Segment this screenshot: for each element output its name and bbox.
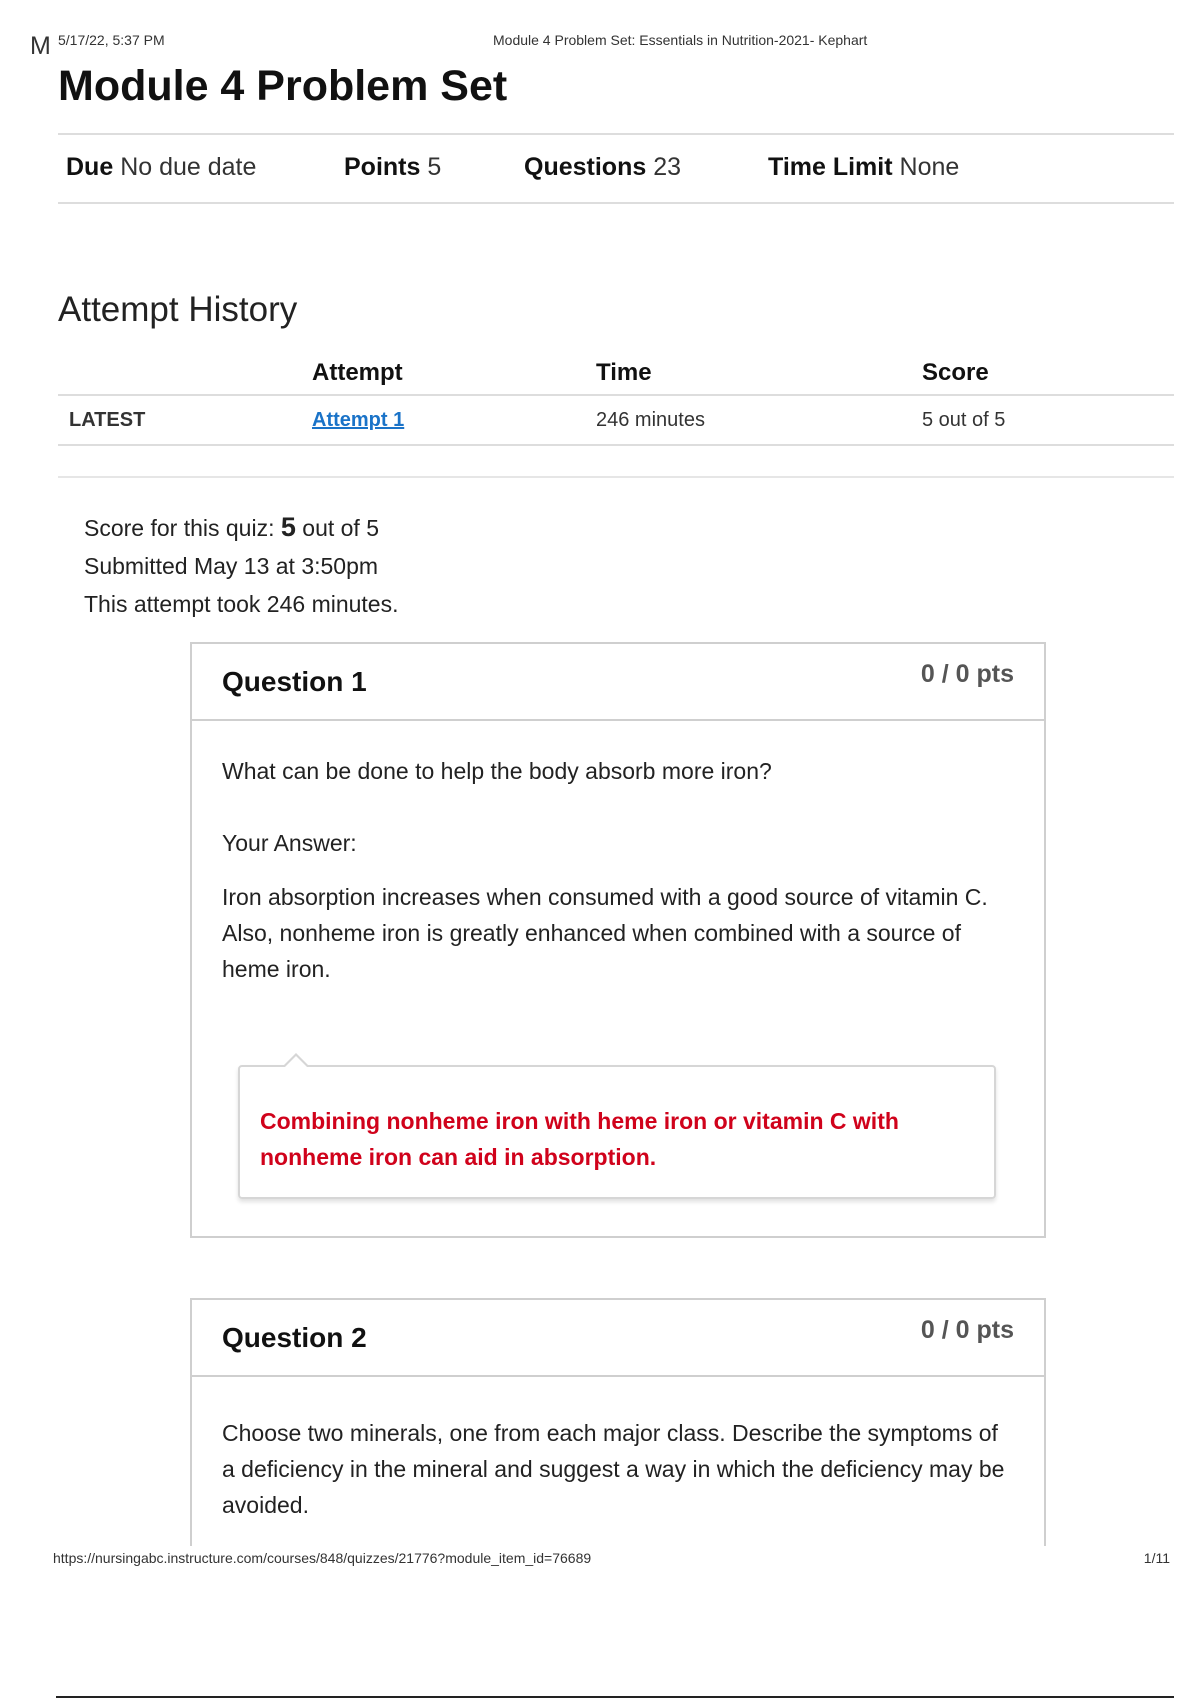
quiz-meta-bar bbox=[58, 133, 1174, 204]
attempt-score: 5 out of 5 bbox=[922, 408, 1006, 431]
quiz-summary bbox=[84, 508, 399, 623]
print-header-letter: M bbox=[30, 32, 51, 60]
attempt-status: LATEST bbox=[69, 408, 146, 431]
meta-time-limit-label: Time Limit bbox=[768, 153, 893, 181]
attempt-link[interactable]: Attempt 1 bbox=[312, 408, 405, 431]
footer-url: https://nursingabc.instructure.com/courses/848/quizzes/21776?module_item_id=76689 bbox=[53, 1550, 592, 1566]
feedback-text: Combining nonheme iron with heme iron or vitamin C with nonheme iron can aid in absorption. bbox=[260, 1108, 899, 1170]
question-header bbox=[192, 644, 1044, 721]
page-title: Module 4 Problem Set bbox=[58, 62, 508, 110]
feedback-box bbox=[238, 1065, 996, 1199]
submitted-line: Submitted May 13 at 3:50pm bbox=[84, 553, 379, 579]
bottom-rule bbox=[56, 1696, 1174, 1698]
attempt-time: 246 minutes bbox=[596, 408, 705, 431]
column-header-time: Time bbox=[596, 359, 652, 386]
answer-text: Iron absorption increases when consumed with a good source of vitamin C. Also, nonheme iron is greatly enhanced when combined with a source of heme iron. bbox=[222, 884, 988, 982]
meta-points-label: Points bbox=[344, 153, 421, 181]
attempt-history-table bbox=[58, 352, 1174, 446]
question-body bbox=[192, 1415, 1044, 1523]
meta-due-value: No due date bbox=[120, 153, 257, 181]
meta-points bbox=[344, 153, 441, 182]
column-header-score: Score bbox=[922, 359, 989, 386]
meta-questions bbox=[524, 153, 681, 182]
score-prefix: Score for this quiz: bbox=[84, 515, 281, 541]
meta-due-label: Due bbox=[66, 153, 114, 181]
question-header bbox=[192, 1300, 1044, 1377]
table-header-row bbox=[58, 352, 1174, 395]
meta-time-limit-value: None bbox=[899, 153, 960, 181]
column-header-attempt: Attempt bbox=[312, 359, 403, 386]
column-header-status bbox=[58, 352, 312, 395]
question-prompt: What can be done to help the body absorb more iron? bbox=[222, 758, 772, 784]
meta-due bbox=[66, 153, 256, 182]
meta-questions-label: Questions bbox=[524, 153, 647, 181]
table-row bbox=[58, 395, 1174, 445]
print-footer bbox=[53, 1550, 1170, 1570]
question-prompt: Choose two minerals, one from each major class. Describe the symptoms of a deficiency in the mineral and suggest a way in which the deficiency may be avoided. bbox=[222, 1420, 1005, 1518]
question-title: Question 2 bbox=[222, 1322, 367, 1353]
meta-time-limit bbox=[768, 153, 959, 182]
question-card-1 bbox=[190, 642, 1046, 1238]
score-line bbox=[84, 508, 399, 547]
attempt-history-heading: Attempt History bbox=[58, 290, 298, 329]
question-body bbox=[192, 753, 1044, 1199]
meta-points-value: 5 bbox=[427, 153, 442, 181]
answer-label: Your Answer: bbox=[222, 830, 357, 856]
question-card-2 bbox=[190, 1298, 1046, 1546]
score-suffix: out of 5 bbox=[295, 515, 380, 541]
divider bbox=[58, 476, 1174, 478]
print-header bbox=[30, 30, 1170, 60]
footer-page-number: 1/11 bbox=[1143, 1550, 1170, 1566]
print-datetime: 5/17/22, 5:37 PM bbox=[58, 32, 165, 48]
question-points: 0 / 0 pts bbox=[920, 1316, 1014, 1344]
print-document-title: Module 4 Problem Set: Essentials in Nutrition-2021- Kephart bbox=[493, 32, 868, 48]
question-points: 0 / 0 pts bbox=[920, 660, 1014, 688]
meta-questions-value: 23 bbox=[653, 153, 682, 181]
score-value: 5 bbox=[280, 512, 296, 542]
duration-line: This attempt took 246 minutes. bbox=[84, 591, 399, 617]
question-title: Question 1 bbox=[222, 666, 367, 697]
